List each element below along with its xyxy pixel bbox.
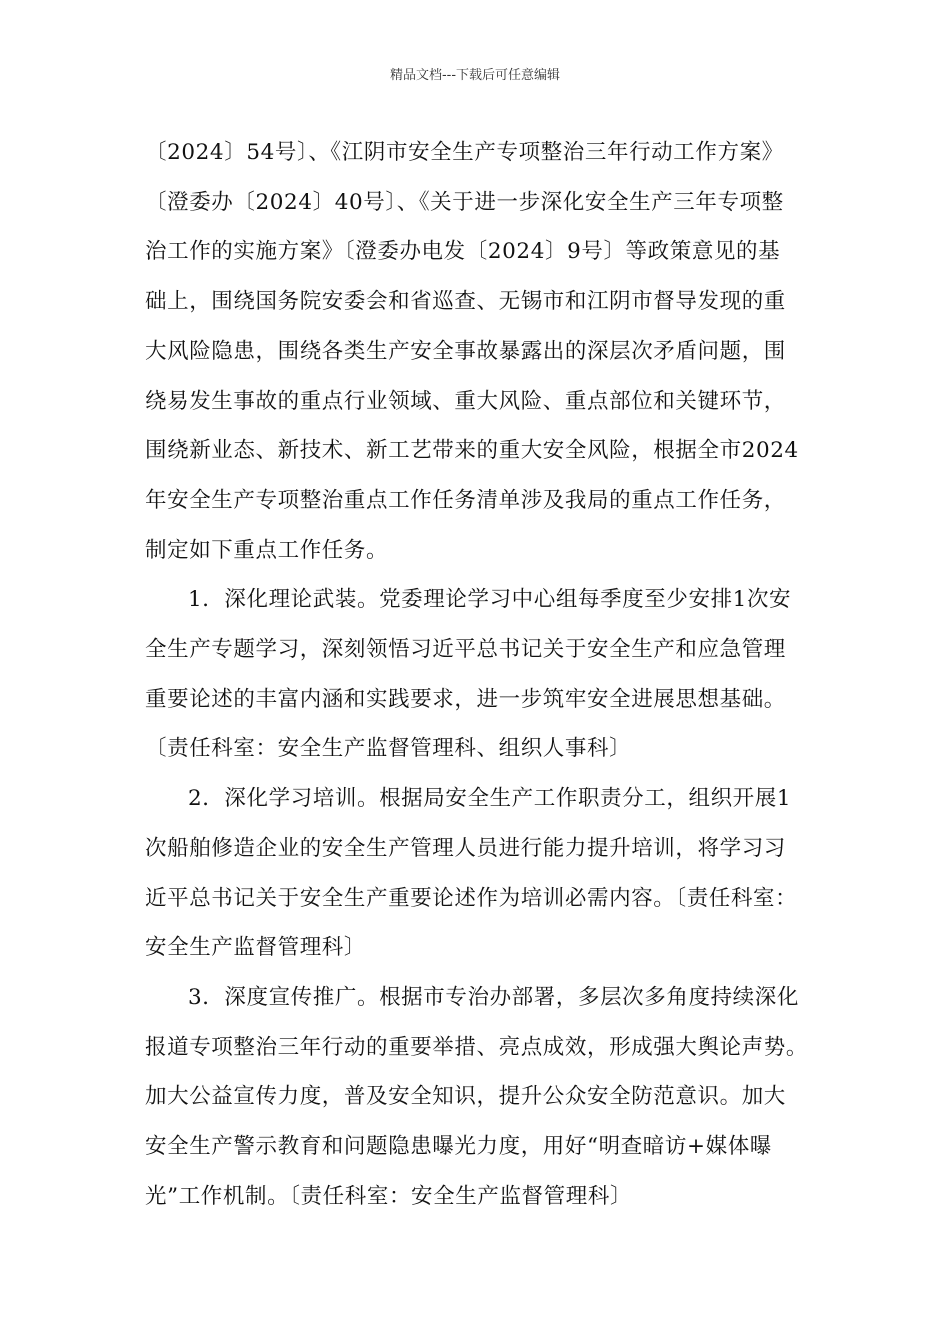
paragraph-item-3 <box>145 973 817 1222</box>
text-line: 次船舶修造企业的安全生产管理人员进行能力提升培训，将学习习 <box>145 835 786 861</box>
page-header: 精品文档---下载后可任意编辑 <box>389 68 561 83</box>
text-line: 全生产专题学习，深刻领悟习近平总书记关于安全生产和应急管理 <box>145 637 786 663</box>
text-line: 围绕新业态、新技术、新工艺带来的重大安全风险，根据全市2024 <box>145 438 799 464</box>
text-line: 安全生产警示教育和问题隐患曝光力度，用好“明查暗访+媒体曝 <box>145 1134 772 1160</box>
paragraph-intro <box>145 128 817 575</box>
text-line: 制定如下重点工作任务。 <box>145 537 389 563</box>
document-body <box>145 128 817 1221</box>
text-line: 〔2024〕54号〕、《江阴市安全生产专项整治三年行动工作方案》 <box>145 140 784 165</box>
paragraph-item-2 <box>145 774 817 973</box>
text-line: 年安全生产专项整治重点工作任务清单涉及我局的重点工作任务， <box>145 487 786 513</box>
text-line: 大风险隐患，围绕各类生产安全事故暴露出的深层次矛盾问题，围 <box>145 338 786 364</box>
text-line: 安全生产监督管理科〕 <box>145 935 367 961</box>
text-line: 加大公益宣传力度，普及安全知识，提升公众安全防范意识。加大 <box>145 1084 786 1110</box>
text-line: 重要论述的丰富内涵和实践要求，进一步筑牢安全进展思想基础。 <box>145 686 786 712</box>
text-line: 3．深度宣传推广。根据市专治办部署，多层次多角度持续深化 <box>188 984 799 1010</box>
text-line: 绕易发生事故的重点行业领域、重大风险、重点部位和关键环节， <box>145 388 786 414</box>
paragraph-item-1 <box>145 575 817 774</box>
text-line: 〔澄委办〔2024〕40号〕、《关于进一步深化安全生产三年专项整 <box>145 189 784 215</box>
text-line: 1．深化理论武装。党委理论学习中心组每季度至少安排1次安 <box>188 587 792 613</box>
text-line: 治工作的实施方案》〔澄委办电发〔2024〕9号〕等政策意见的基 <box>145 239 781 265</box>
text-line: 〔责任科室：安全生产监督管理科、组织人事科〕 <box>145 736 632 762</box>
text-line: 报道专项整治三年行动的重要举措、亮点成效，形成强大舆论声势。 <box>145 1034 809 1060</box>
text-line: 2．深化学习培训。根据局安全生产工作职责分工，组织开展1 <box>188 786 792 812</box>
text-line: 近平总书记关于安全生产重要论述作为培训必需内容。〔责任科室： <box>145 885 798 911</box>
text-line: 础上，围绕国务院安委会和省巡查、无锡市和江阴市督导发现的重 <box>145 289 786 315</box>
text-line: 光”工作机制。〔责任科室：安全生产监督管理科〕 <box>145 1183 633 1209</box>
